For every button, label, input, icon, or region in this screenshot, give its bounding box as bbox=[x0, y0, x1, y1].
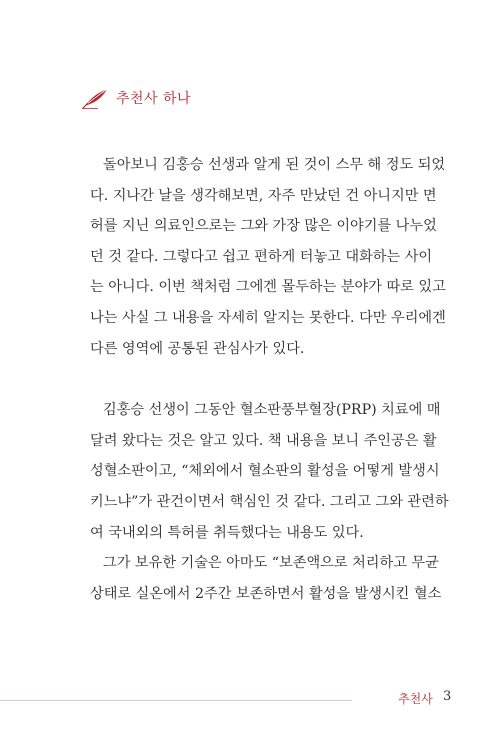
text-line: 허를 지닌 의료인으로는 그와 가장 많은 이야기를 나누었 bbox=[90, 218, 437, 235]
text-line: 는 아니다. 이번 책처럼 그에겐 몰두하는 분야가 따로 있고 bbox=[90, 279, 446, 296]
text-line: 키느냐”가 관건이면서 핵심인 것 같다. 그리고 그와 관련하 bbox=[90, 493, 449, 510]
text-line: 여 국내외의 특허를 취득했다는 내용도 있다. bbox=[90, 524, 364, 541]
paragraph-2 bbox=[90, 395, 449, 548]
text-line: 김홍승 선생이 그동안 혈소판풍부혈장(PRP) 치료에 매 bbox=[103, 402, 441, 419]
paragraph-gap bbox=[90, 364, 420, 395]
section-title: 추천사 하나 bbox=[116, 91, 192, 107]
section-header bbox=[82, 86, 191, 110]
text-line: 그가 보유한 기술은 아마도 “보존액으로 처리하고 무균 bbox=[103, 555, 439, 572]
text-line: 다른 영역에 공통된 관심사가 있다. bbox=[90, 340, 305, 357]
text-line: 상태로 실온에서 2주간 보존하면서 활성을 발생시킨 혈소 bbox=[90, 585, 442, 602]
paragraph-1 bbox=[90, 150, 446, 364]
text-line: 성혈소판이고, “체외에서 혈소판의 활성을 어떻게 발생시 bbox=[90, 463, 440, 480]
text-line: 나는 사실 그 내용을 자세히 알지는 못한다. 다만 우리에겐 bbox=[90, 309, 446, 326]
paragraph-3 bbox=[90, 548, 442, 609]
footer-section-label: 추천사 bbox=[398, 692, 433, 706]
footer-rule bbox=[0, 700, 352, 701]
text-line: 던 것 같다. 그렇다고 쉽고 편하게 터놓고 대화하는 사이 bbox=[90, 248, 433, 265]
text-line: 다. 지나간 날을 생각해보면, 자주 만났던 건 아니지만 면 bbox=[90, 187, 437, 204]
body-text bbox=[90, 150, 449, 609]
quill-feather-icon bbox=[82, 86, 110, 110]
text-line: 돌아보니 김홍승 선생과 알게 된 것이 스무 해 정도 되었 bbox=[103, 157, 446, 173]
text-line: 달려 왔다는 것은 알고 있다. 책 내용을 보니 주인공은 활 bbox=[90, 432, 437, 449]
page-number: 3 bbox=[443, 689, 452, 704]
